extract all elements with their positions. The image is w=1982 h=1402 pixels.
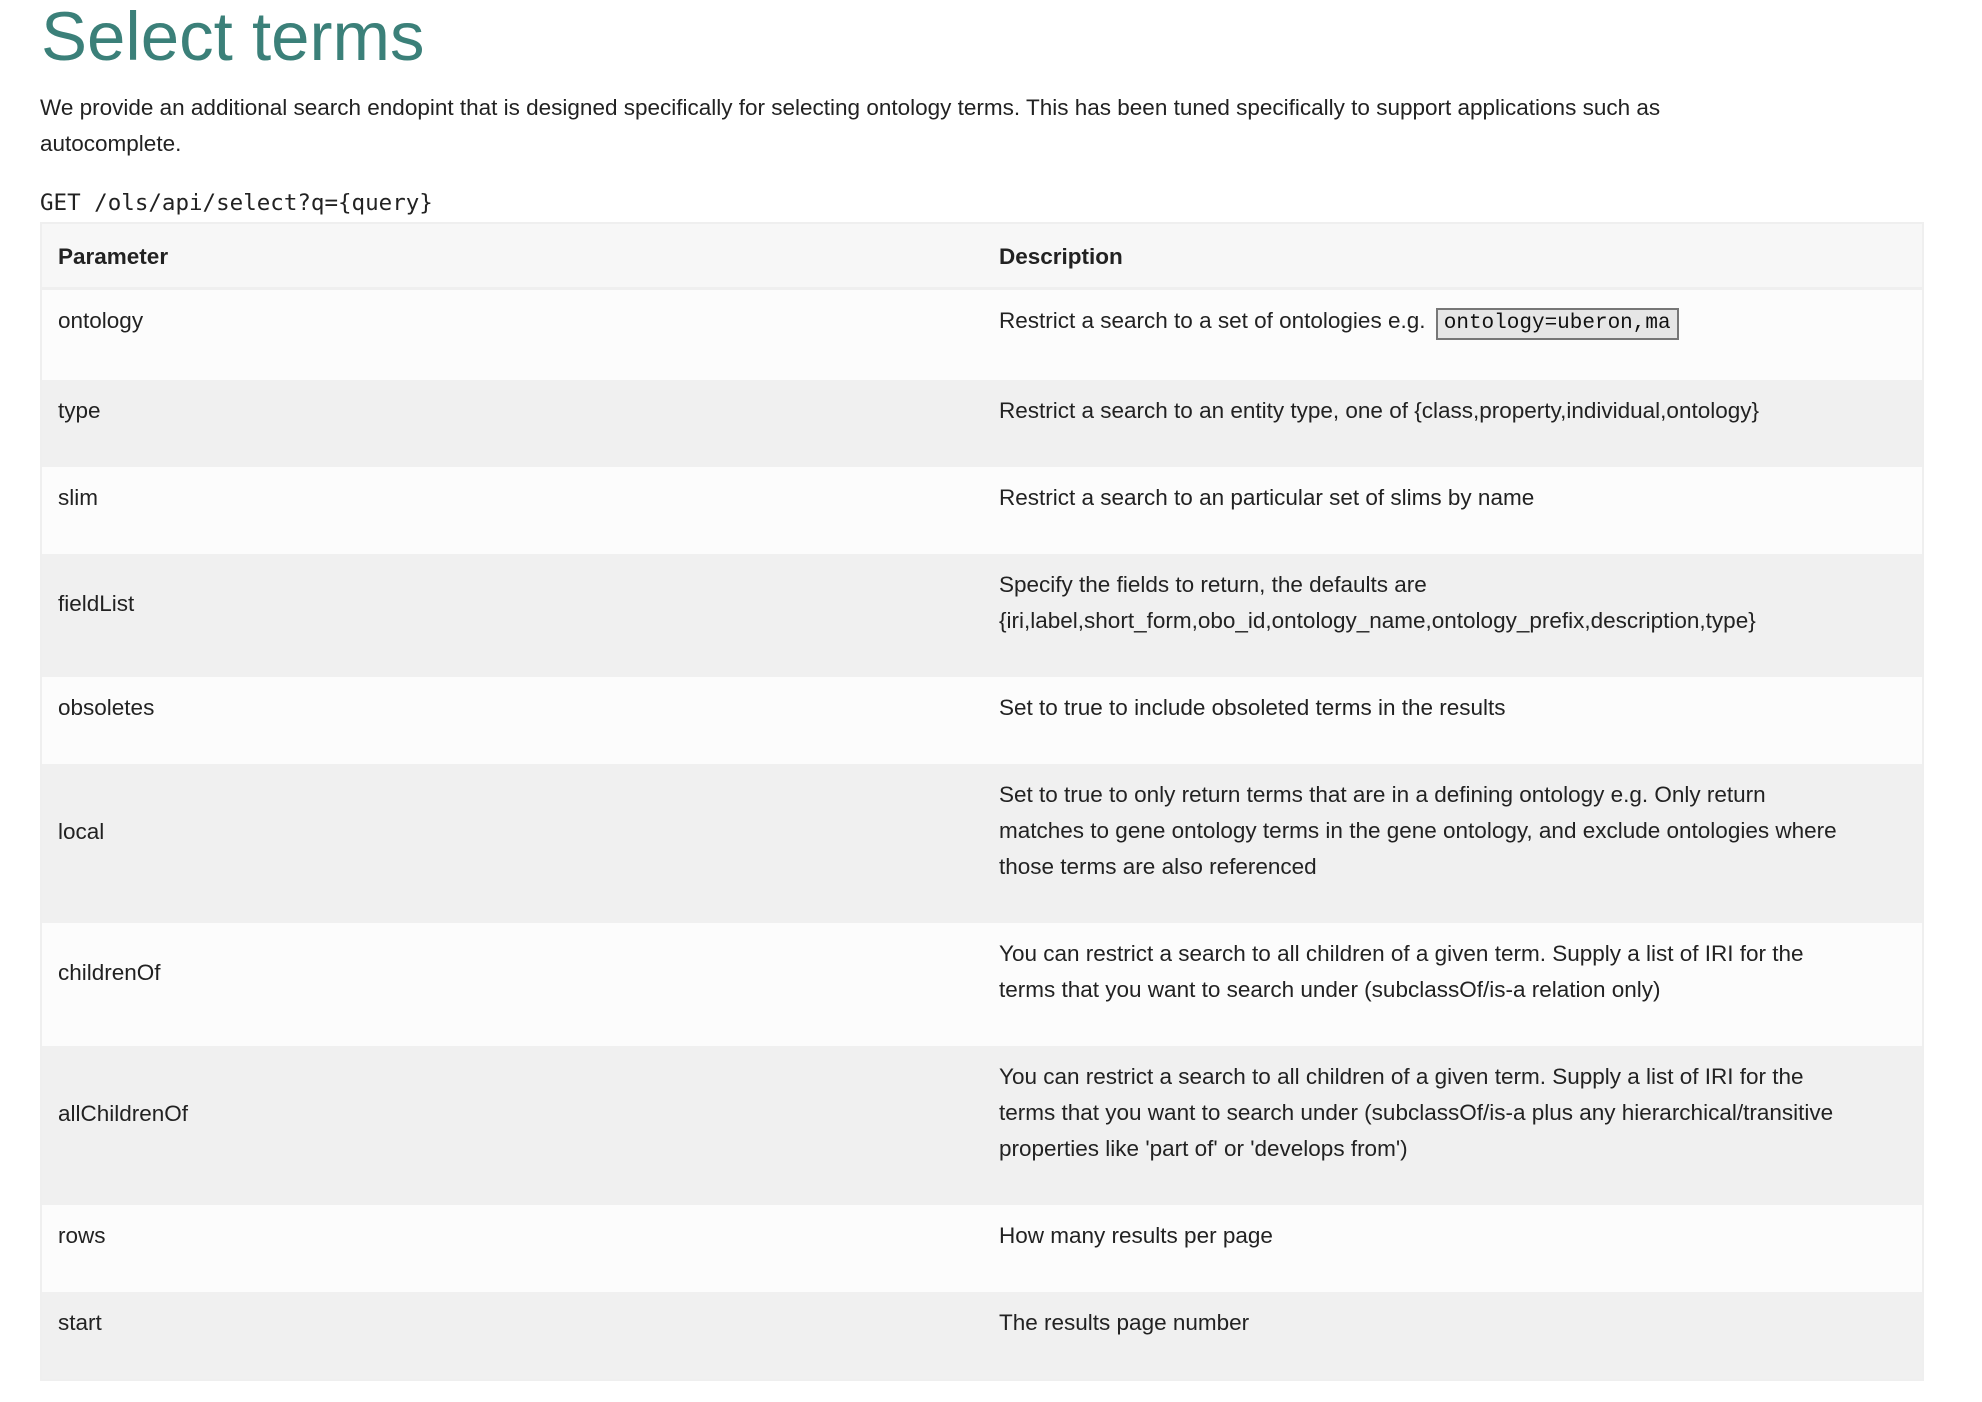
description-text: {iri,label,short_form,obo_id,ontology_name,ontology_prefix,description,type} (999, 608, 1756, 633)
param-name: childrenOf (58, 959, 161, 985)
param-description-cell (983, 289, 1923, 381)
table-row (41, 554, 1923, 677)
table-row (41, 1046, 1923, 1205)
page-title: Select terms (41, 0, 425, 75)
param-name: local (58, 818, 105, 844)
description-text: Set to true to only return terms that are in a defining ontology e.g. Only return (999, 782, 1766, 807)
table-row (41, 289, 1923, 381)
description-text: terms that you want to search under (subclassOf/is-a plus any hierarchical/transitive (999, 1100, 1834, 1125)
description-text: properties like 'part of' or 'develops from') (999, 1136, 1408, 1161)
description-text: Restrict a search to a set of ontologies e.g. (999, 308, 1426, 333)
table-row (41, 467, 1923, 554)
param-name: allChildrenOf (58, 1100, 189, 1126)
param-name-cell: slim (41, 467, 983, 554)
table-row (41, 1205, 1923, 1292)
param-name-cell: ontology (41, 289, 983, 381)
intro-line: We provide an additional search endopint that is designed specifically for selecting ontology terms. This has been tuned specifically to support applications such as (40, 95, 1661, 120)
param-description-cell (983, 1292, 1923, 1380)
param-description-cell (983, 554, 1923, 677)
param-description-cell (983, 764, 1923, 923)
table-header-row (41, 223, 1923, 289)
param-name-cell (41, 1046, 983, 1205)
description-text: Set to true to include obsoleted terms in the results (999, 695, 1506, 720)
param-name-cell: rows (41, 1205, 983, 1292)
param-name-cell: start (41, 1292, 983, 1380)
column-header-description: Description (983, 223, 1923, 289)
intro-paragraph (40, 90, 1924, 162)
inline-code-example: ontology=uberon,ma (1436, 308, 1679, 340)
param-description-cell (983, 1205, 1923, 1292)
table-row (41, 677, 1923, 764)
description-text: Restrict a search to an particular set of slims by name (999, 485, 1535, 510)
parameters-table (40, 222, 1924, 1381)
param-name-cell: obsoletes (41, 677, 983, 764)
param-name-cell (41, 554, 983, 677)
description-text: You can restrict a search to all children of a given term. Supply a list of IRI for the (999, 1064, 1804, 1089)
param-description-cell (983, 923, 1923, 1046)
param-description-cell (983, 677, 1923, 764)
table-row (41, 380, 1923, 467)
param-name: fieldList (58, 590, 135, 616)
table-row (41, 1292, 1923, 1380)
endpoint-signature: GET /ols/api/select?q={query} (40, 190, 433, 216)
column-header-parameter: Parameter (41, 223, 983, 289)
table-row (41, 923, 1923, 1046)
description-text: terms that you want to search under (subclassOf/is-a relation only) (999, 977, 1661, 1002)
param-name-cell (41, 764, 983, 923)
description-text: matches to gene ontology terms in the gene ontology, and exclude ontologies where (999, 818, 1837, 843)
param-name-cell (41, 923, 983, 1046)
description-text: You can restrict a search to all children of a given term. Supply a list of IRI for the (999, 941, 1804, 966)
description-text: How many results per page (999, 1223, 1273, 1248)
table-row (41, 764, 1923, 923)
description-text: Restrict a search to an entity type, one of {class,property,individual,ontology} (999, 398, 1760, 423)
intro-line: autocomplete. (40, 131, 182, 156)
param-name-cell: type (41, 380, 983, 467)
description-text: The results page number (999, 1310, 1250, 1335)
param-description-cell (983, 380, 1923, 467)
param-description-cell (983, 1046, 1923, 1205)
description-text: Specify the fields to return, the defaults are (999, 572, 1427, 597)
param-description-cell (983, 467, 1923, 554)
description-text: those terms are also referenced (999, 854, 1317, 879)
